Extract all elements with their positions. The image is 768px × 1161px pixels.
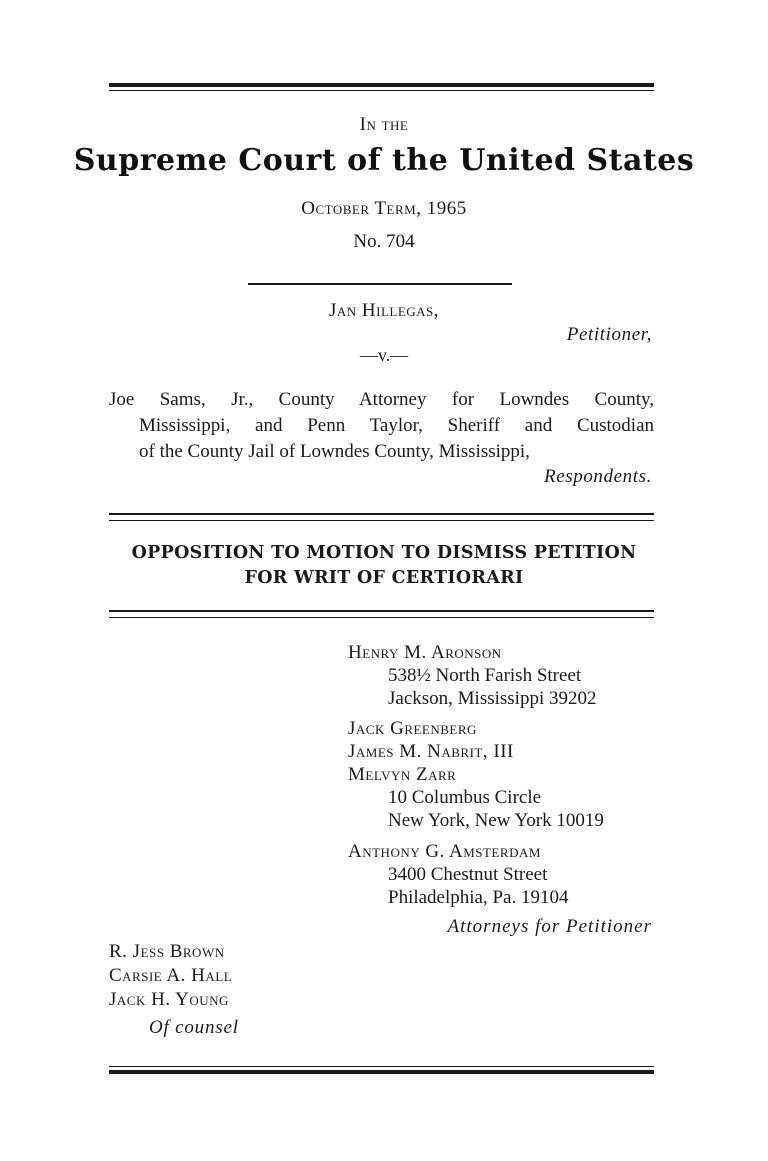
in-the-heading: In the <box>359 114 409 135</box>
attorney-address: 538½ North Farish Street <box>388 665 582 686</box>
of-counsel-block <box>109 940 239 1040</box>
attorney-address: Jackson, Mississippi 39202 <box>388 688 597 709</box>
attorney-amsterdam <box>348 840 568 909</box>
title-rule-bottom-2 <box>109 617 654 618</box>
counsel-name: Carsie A. Hall <box>109 965 233 986</box>
case-number: No. 704 <box>353 231 415 252</box>
respondents-block <box>109 387 654 465</box>
versus: —v.— <box>359 345 409 365</box>
top-rule-thick <box>109 83 654 87</box>
title-rule-bottom-1 <box>109 610 654 612</box>
respondents-line: Joe Sams, Jr., County Attorney for Lowndes County, <box>109 389 654 410</box>
counsel-name: Jack H. Young <box>109 989 229 1010</box>
attorney-name: Jack Greenberg <box>348 718 477 739</box>
title-rule-top-1 <box>109 513 654 515</box>
document-title-line: FOR WRIT OF CERTIORARI <box>244 568 524 588</box>
bottom-rule-thin <box>109 1066 654 1067</box>
document-title <box>0 541 768 591</box>
attorney-address: 10 Columbus Circle <box>388 787 542 808</box>
petitioner-label: Petitioner, <box>566 324 652 345</box>
attorney-name: Melvyn Zarr <box>348 764 457 785</box>
short-divider <box>248 283 512 285</box>
of-counsel-label: Of counsel <box>149 1017 239 1038</box>
attorney-name: Anthony G. Amsterdam <box>348 841 541 862</box>
attorneys-for-petitioner-label: Attorneys for Petitioner <box>447 916 652 937</box>
respondents-line: of the County Jail of Lowndes County, Mississippi, <box>139 441 530 462</box>
document-title-line: OPPOSITION TO MOTION TO DISMISS PETITION <box>131 543 637 563</box>
term-line: October Term, 1965 <box>301 198 467 219</box>
top-rule-thin <box>109 90 654 91</box>
attorney-address: Philadelphia, Pa. 19104 <box>388 887 569 908</box>
counsel-name: R. Jess Brown <box>109 941 225 962</box>
respondents-label: Respondents. <box>544 466 652 487</box>
petitioner-name: Jan Hillegas, <box>328 300 440 321</box>
attorney-name: James M. Nabrit, III <box>348 741 514 762</box>
attorney-ny-group <box>348 717 604 832</box>
title-rule-top-2 <box>109 520 654 521</box>
attorney-name: Henry M. Aronson <box>348 642 502 663</box>
attorney-address: 3400 Chestnut Street <box>388 864 548 885</box>
attorney-address: New York, New York 10019 <box>388 810 604 831</box>
attorney-aronson <box>348 641 597 710</box>
respondents-line: Mississippi, and Penn Taylor, Sheriff and Custodian <box>139 415 654 436</box>
bottom-rule-thick <box>109 1070 654 1074</box>
court-name: Supreme Court of the United States <box>73 143 695 178</box>
